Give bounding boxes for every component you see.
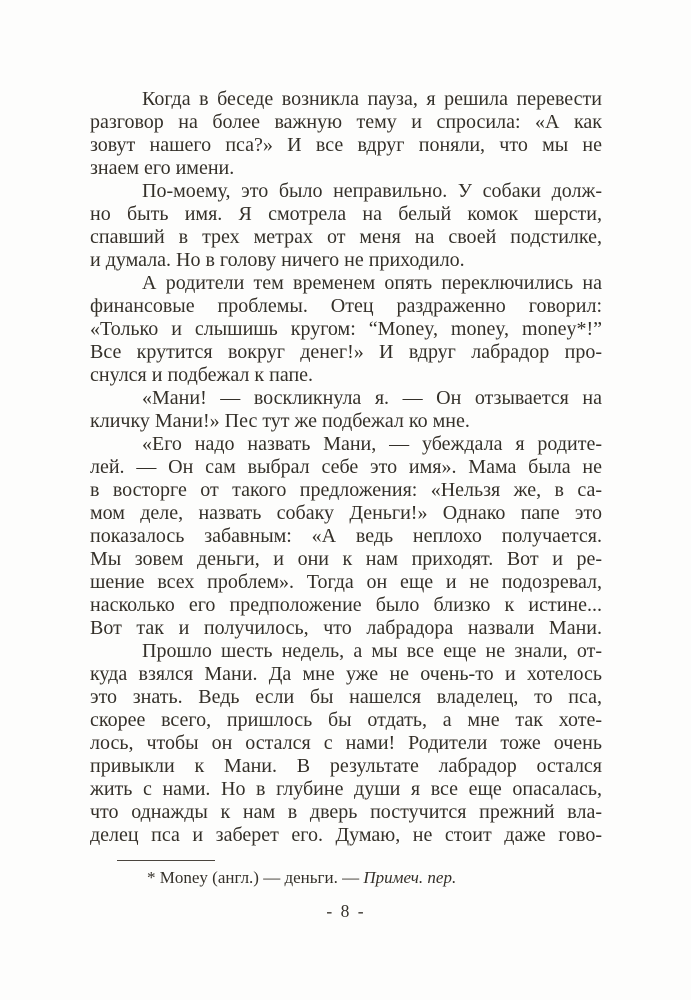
text-line: лей. — Он сам выбрал себе это имя». Мама была не [90, 456, 602, 478]
paragraph [90, 272, 602, 387]
text-line: это знать. Ведь если бы нашелся владелец, то пса, [90, 686, 602, 708]
text-line: Вот так и получилось, что лабрадора назвали Мани. [90, 617, 602, 639]
footnote-text: * Money (англ.) — деньги. — [147, 868, 364, 887]
text-line: Прошло шесть недель, а мы все еще не знали, от- [142, 640, 602, 662]
paragraph [90, 387, 602, 433]
text-line: спавший в трех метрах от меня на своей подстилке, [90, 226, 602, 248]
text-line: жить с нами. Но в глубине души я все еще опасалась, [90, 778, 602, 800]
text-line: Все крутится вокруг денег!» И вдруг лабрадор про- [90, 341, 602, 363]
footnote-attribution: Примеч. пер. [363, 868, 457, 887]
text-line: кличку Мани!» Пес тут же подбежал ко мне. [90, 410, 470, 432]
text-line: Мы зовем деньги, и они к нам приходят. Вот и ре- [90, 548, 602, 570]
footnote [90, 867, 602, 889]
text-line: разговор на более важную тему и спросила: «А как [90, 111, 602, 133]
text-line: А родители тем временем опять переключились на [142, 272, 602, 294]
text-line: зовут нашего пса?» И все вдруг поняли, что мы не [90, 134, 602, 156]
text-line: «Мани! — воскликнула я. — Он отзывается на [142, 387, 602, 409]
text-line: скорее всего, пришлось бы отдать, а мне так хоте- [90, 709, 602, 731]
text-line: но быть имя. Я смотрела на белый комок шерсти, [90, 203, 602, 225]
text-line: в восторге от такого предложения: «Нельзя же, в са- [90, 479, 602, 501]
text-line: делец пса и заберет его. Думаю, не стоит даже гово- [90, 824, 602, 846]
text-line: По-моему, это было неправильно. У собаки долж- [142, 180, 602, 202]
text-line: «Его надо назвать Мани, — убеждала я родите- [142, 433, 602, 455]
text-line: снулся и подбежал к папе. [90, 364, 314, 386]
paragraph [90, 88, 602, 180]
text-line: «Только и слышишь кругом: “Money, money, money*!” [90, 318, 602, 340]
body-text [90, 88, 602, 847]
text-line: мом деле, назвать собаку Деньги!» Однако папе это [90, 502, 602, 524]
text-line: куда взялся Мани. Да мне уже не очень-то и хотелось [90, 663, 602, 685]
text-line: привыкли к Мани. В результате лабрадор остался [90, 755, 602, 777]
footnote-separator [117, 860, 215, 861]
text-line: и думала. Но в голову ничего не приходило. [90, 249, 465, 271]
text-line: что однажды к нам в дверь постучится прежний вла- [90, 801, 602, 823]
paragraph [90, 433, 602, 640]
paragraph [90, 180, 602, 272]
text-line: финансовые проблемы. Отец раздраженно говорил: [90, 295, 602, 317]
text-line: лось, чтобы он остался с нами! Родители тоже очень [90, 732, 602, 754]
page-number: - 8 - [326, 901, 366, 921]
text-line: показалось забавным: «А ведь неплохо получается. [90, 525, 602, 547]
paragraph [90, 640, 602, 847]
text-line: шение всех проблем». Тогда он еще и не подозревал, [90, 571, 602, 593]
text-line: знаем его имени. [90, 157, 235, 179]
text-line: Когда в беседе возникла пауза, я решила перевести [142, 88, 602, 110]
text-line: насколько его предположение было близко к истине... [90, 594, 602, 616]
